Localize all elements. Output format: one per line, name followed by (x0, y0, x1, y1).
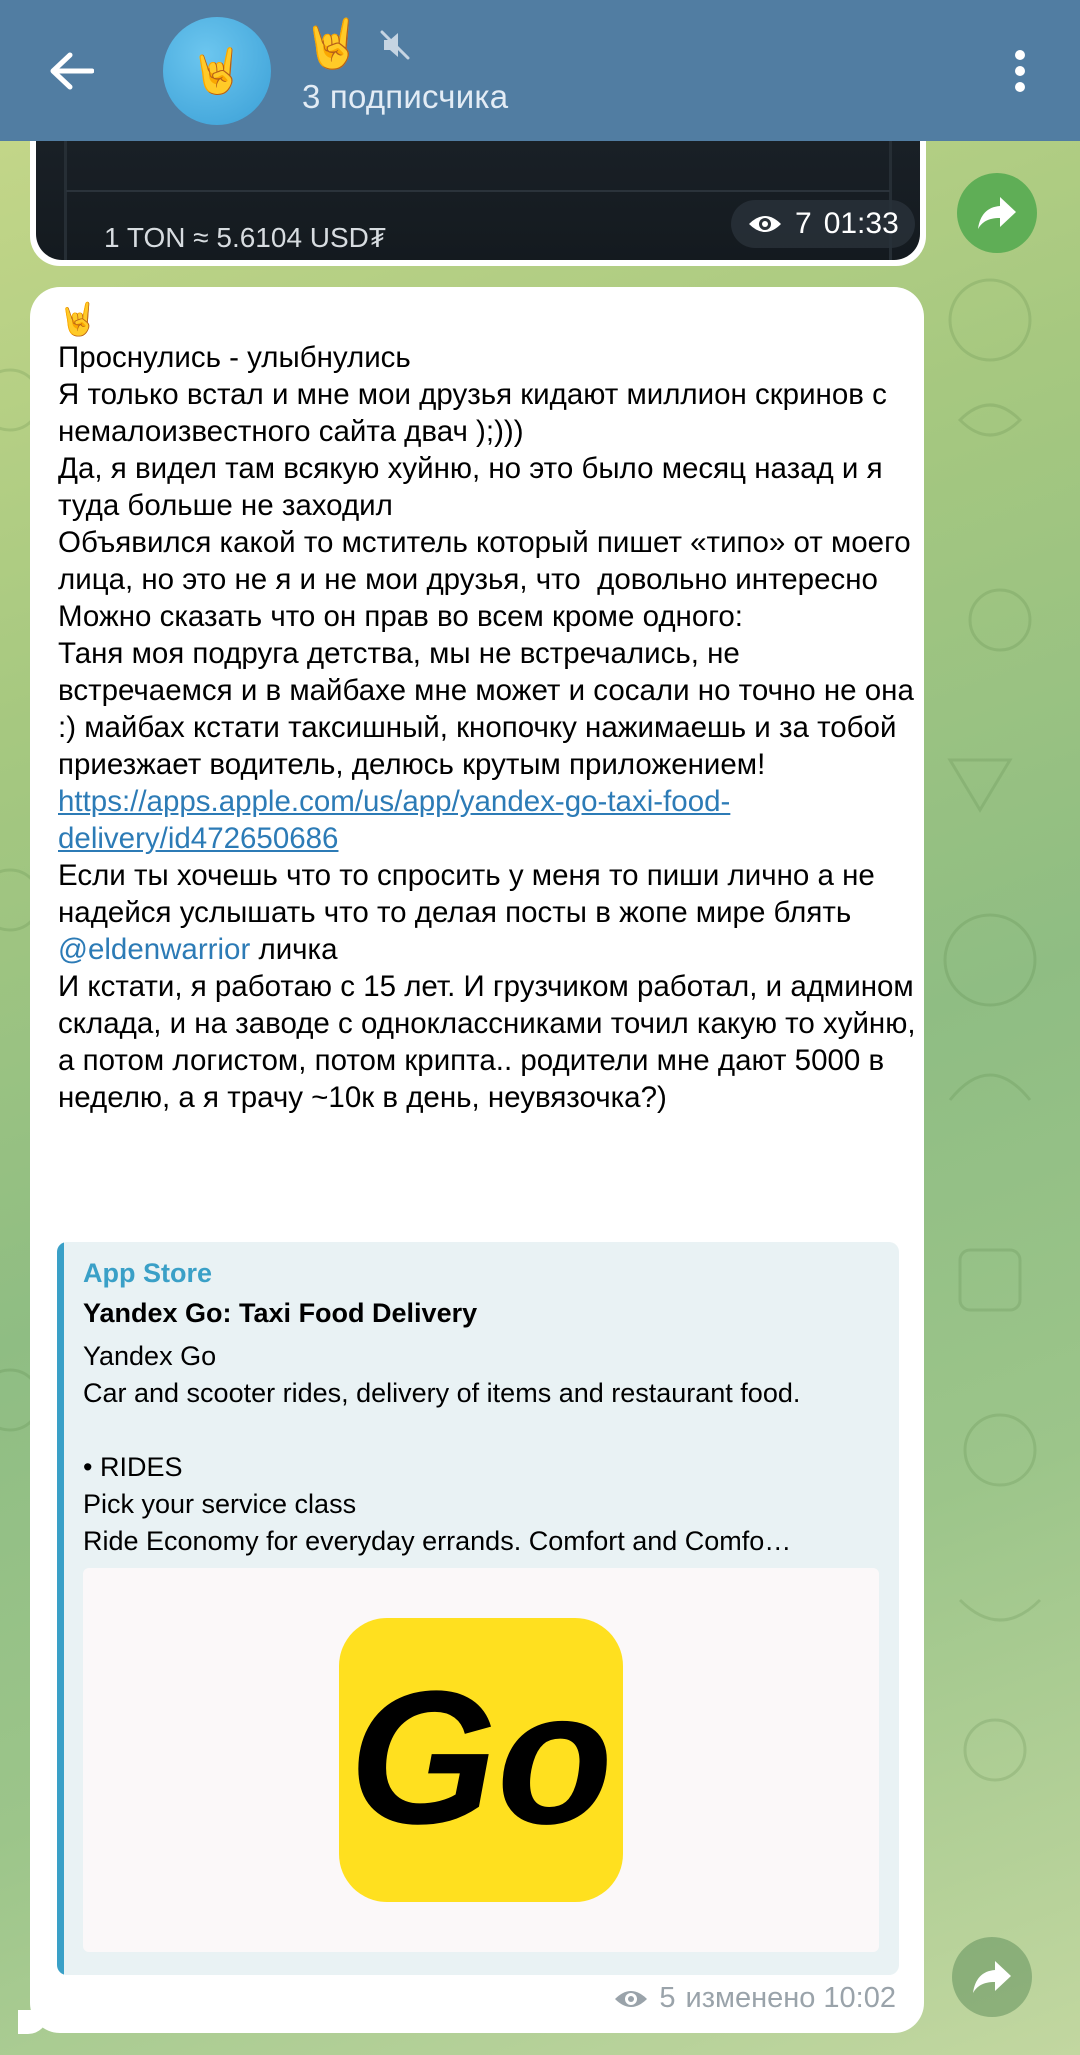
subscriber-count: 3 подписчика (302, 78, 509, 115)
arrow-left-icon (48, 51, 94, 91)
link-preview-card[interactable] (57, 1242, 899, 1975)
speaker-muted-icon (378, 28, 412, 62)
chat-header (0, 0, 1080, 141)
views-eye-icon (613, 1987, 649, 2011)
views-eye-icon (747, 212, 783, 236)
share-arrow-icon (976, 195, 1018, 231)
preview-title: Yandex Go: Taxi Food Delivery (83, 1298, 478, 1328)
more-options-button[interactable] (990, 36, 1050, 106)
message-body-part2: Если ты хочешь что то спросить у меня то пиши лично а не надейся услышать что то делая посты в жопе мире блять (58, 859, 875, 929)
channel-title[interactable] (302, 16, 412, 74)
message-body-part1: Проснулись - улыбнулись Я только встал и мне мои друзья кидают миллион скринов с немалоизвестного сайта двач );))) Да, я видел там всякую хуйню, но это было месяц назад и я туда больше не заходил Объявился какой то мститель который пишет «типо» от моего лица, но это не я и не мои друзья, что довольно интересно Можно сказать что он прав во всем кроме одного: Таня моя подруга детства, мы не встречались, не встречаемся и в майбахе мне может и сосали но точно не она :) майбах кстати таксишный, кнопочку нажимаешь и за тобой приезжает водитель, делюсь крутым приложением! (58, 341, 914, 781)
share-arrow-icon (971, 1959, 1013, 1995)
back-button[interactable] (36, 36, 106, 106)
avatar-emoji: 🤘 (189, 47, 245, 96)
go-logo-text: Go (349, 1652, 613, 1864)
share-button[interactable] (957, 173, 1037, 253)
preview-description: Yandex Go Car and scooter rides, delivery of items and restaurant food. • RIDES Pick your service class Ride Economy for everyday errands. Comfort and Comfo… (83, 1341, 801, 1556)
message-text (58, 301, 918, 1116)
yandex-go-logo (339, 1618, 623, 1902)
media-views-count: 7 (795, 207, 812, 240)
three-dots-vertical-icon (1013, 49, 1027, 93)
media-meta (731, 200, 915, 248)
text-message-bubble (30, 287, 924, 2033)
share-button-bottom[interactable] (952, 1937, 1032, 2017)
preview-accent-bar (57, 1242, 64, 1975)
message-body-part3: личка И кстати, я работаю с 15 лет. И грузчиком работал, и админом склада, и на заводе с одноклассниками точил какую то хуйню, а потом логистом, потом крипта.. родители мне дают 5000 в неделю, а я трачу ~10к в день, неувязочка?) (58, 933, 916, 1114)
message-emoji: 🤘 (58, 301, 98, 337)
message-edited-time: изменено 10:02 (685, 1982, 896, 2014)
go-logo-icon (339, 1618, 623, 1902)
preview-image[interactable] (83, 1568, 879, 1952)
preview-site-name: App Store (83, 1258, 213, 1288)
message-meta (613, 1982, 896, 2015)
user-mention[interactable]: @eldenwarrior (58, 933, 251, 966)
media-time: 01:33 (823, 207, 899, 240)
ton-rate-text: 1 TON ≈ 5.6104 USD₮ (104, 222, 387, 253)
message-link[interactable]: https://apps.apple.com/us/app/yandex-go-taxi-food-delivery/id472650686 (58, 785, 731, 855)
channel-avatar[interactable] (163, 17, 271, 125)
channel-title-emoji: 🤘 (302, 18, 362, 71)
message-views-count: 5 (659, 1982, 676, 2014)
